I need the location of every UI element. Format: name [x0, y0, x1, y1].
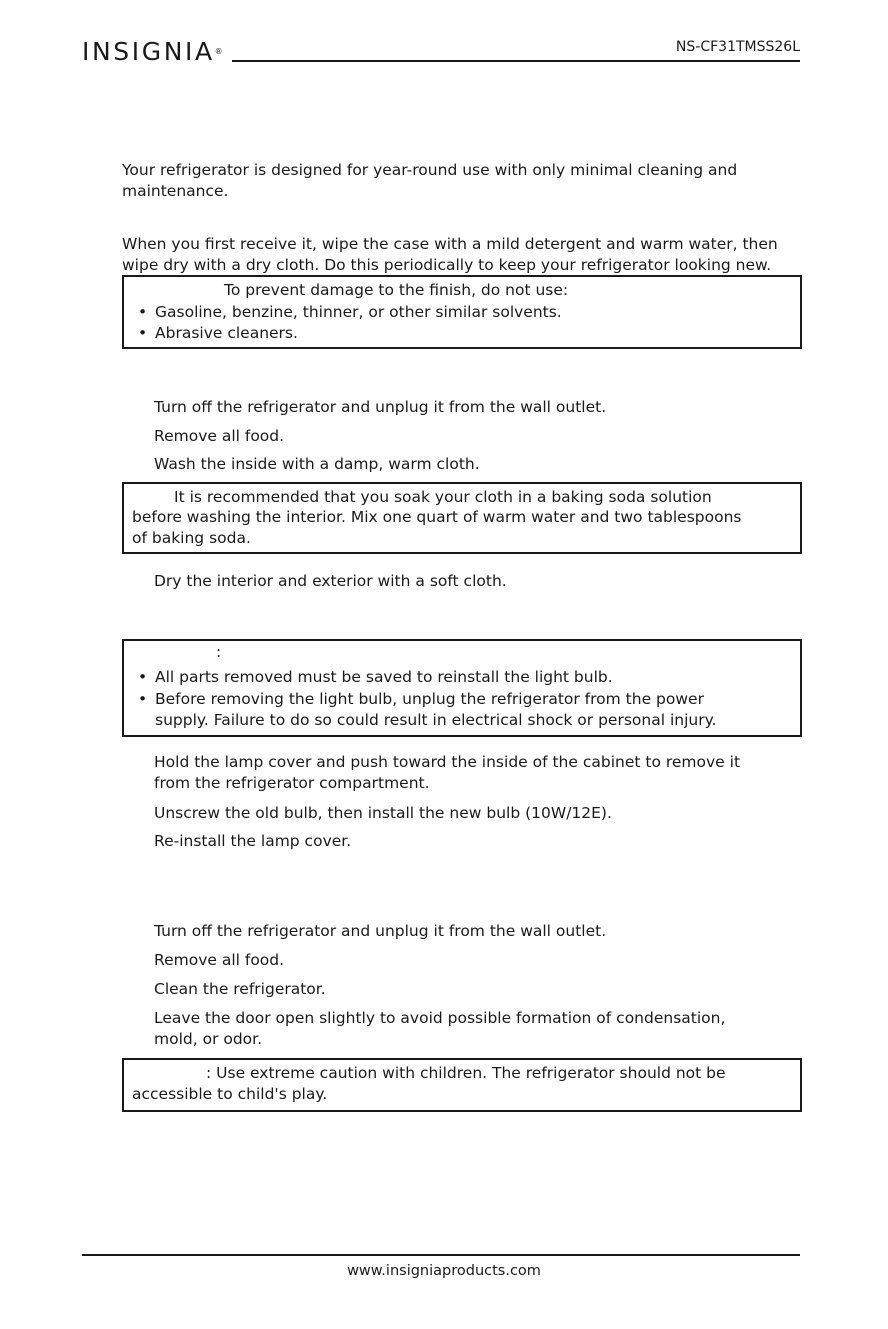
cleaning-note-line-3: of baking soda. [132, 529, 251, 547]
cleaning-step-2: Remove all food. [154, 427, 285, 445]
model-number: NS-CF31TMSS26L [675, 39, 800, 55]
intro-paragraph-2: When you first receive it, wipe the case with a mild detergent and warm water, then wipe dry with a dry cloth. Do this periodically to keep your refrigerator looking new. [122, 235, 778, 274]
bullet: • [138, 690, 148, 708]
cleaning-step-3: Wash the inside with a damp, warm cloth. [154, 455, 480, 473]
brand-wordmark: INSIGNIA [82, 37, 215, 66]
child-warning-line-1: : Use extreme caution with children. The refrigerator should not be [206, 1064, 726, 1082]
bulb-caution-colon: : [216, 643, 222, 661]
intro-paragraph-1: Your refrigerator is designed for year-round use with only minimal cleaning and maintenance. [122, 161, 738, 200]
header-rule [232, 60, 800, 62]
finish-caution-item-1: Gasoline, benzine, thinner, or other similar solvents. [155, 303, 562, 321]
cleaning-note-line-1: It is recommended that you soak your cloth in a baking soda solution [174, 488, 712, 506]
bullet: • [138, 324, 148, 342]
bullet: • [138, 668, 148, 686]
child-warning-line-2: accessible to child's play. [132, 1085, 328, 1103]
bulb-caution-item-2-line-1: Before removing the light bulb, unplug the refrigerator from the power [155, 690, 704, 708]
storage-step-4-line-2: mold, or odor. [154, 1030, 263, 1048]
storage-step-3: Clean the refrigerator. [154, 980, 326, 998]
bullet: • [138, 303, 148, 321]
storage-step-1: Turn off the refrigerator and unplug it from the wall outlet. [154, 922, 607, 940]
bulb-step-1-line-2: from the refrigerator compartment. [154, 774, 430, 792]
registered-mark: ® [214, 47, 223, 56]
storage-step-4-line-1: Leave the door open slightly to avoid possible formation of condensation, [154, 1009, 726, 1027]
bulb-caution-box [122, 639, 802, 737]
cleaning-note-box [122, 482, 802, 554]
finish-caution-text: To prevent damage to the finish, do not use: [224, 281, 569, 299]
bulb-caution-item-2-line-2: supply. Failure to do so could result in electrical shock or personal injury. [155, 711, 717, 729]
bulb-step-1-line-1: Hold the lamp cover and push toward the inside of the cabinet to remove it [154, 753, 741, 771]
finish-caution-box [122, 275, 802, 349]
finish-caution-item-2: Abrasive cleaners. [155, 324, 298, 342]
storage-step-2: Remove all food. [154, 951, 285, 969]
bulb-step-3: Re-install the lamp cover. [154, 832, 352, 850]
cleaning-step-4: Dry the interior and exterior with a soft cloth. [154, 572, 507, 590]
footer-website: www.insigniaproducts.com [347, 1263, 541, 1279]
bulb-step-2: Unscrew the old bulb, then install the new bulb (10W/12E). [154, 804, 612, 822]
cleaning-note-line-2: before washing the interior. Mix one quart of warm water and two tablespoons [132, 508, 742, 526]
brand-logo [82, 37, 223, 67]
cleaning-step-1: Turn off the refrigerator and unplug it from the wall outlet. [154, 398, 607, 416]
bulb-caution-item-1: All parts removed must be saved to reinstall the light bulb. [155, 668, 613, 686]
footer-rule [82, 1254, 800, 1256]
child-warning-box [122, 1058, 802, 1112]
